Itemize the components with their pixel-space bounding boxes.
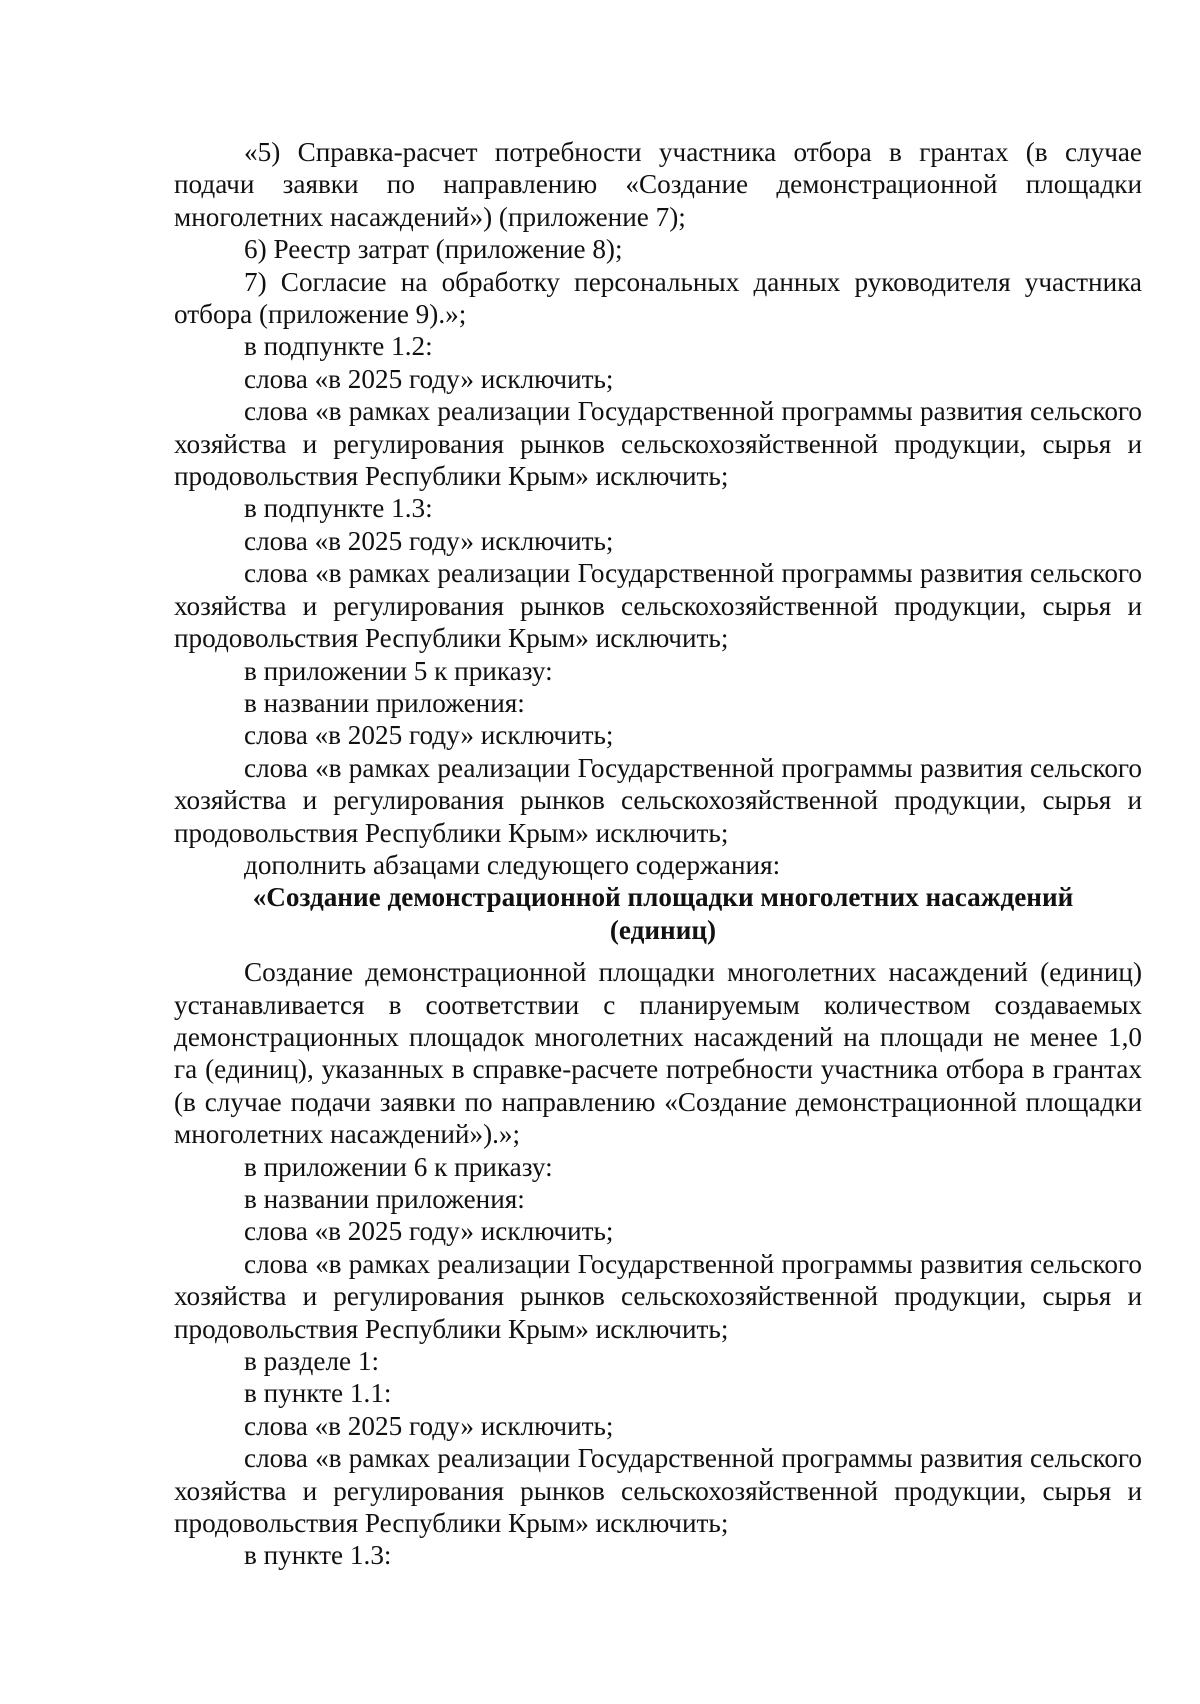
paragraph: слова «в 2025 году» исключить; <box>244 1410 614 1441</box>
paragraph: в подпункте 1.3: <box>244 493 433 524</box>
paragraph: слова «в рамках реализации Государственной программы развития сельского хозяйства и регулирования рынков сельскохозяйственной продукции, сырья и продовольствия Республики Крым» исключить; <box>174 1248 1142 1344</box>
document-page <box>174 136 1142 1572</box>
paragraph: слова «в 2025 году» исключить; <box>244 720 614 751</box>
paragraph: слова «в 2025 году» исключить; <box>244 363 614 394</box>
paragraph: слова «в рамках реализации Государственной программы развития сельского хозяйства и регулирования рынков сельскохозяйственной продукции, сырья и продовольствия Республики Крым» исключить; <box>174 752 1142 848</box>
paragraph: «5) Справка-расчет потребности участника отбора в грантах (в случае подачи заявки по направлению «Создание демонстрационной площадки многолетних насаждений») (приложение 7); <box>174 137 1142 232</box>
paragraph: 7) Согласие на обработку персональных данных руководителя участника отбора (приложение 9).»; <box>174 266 1142 330</box>
paragraph: слова «в рамках реализации Государственной программы развития сельского хозяйства и регулирования рынков сельскохозяйственной продукции, сырья и продовольствия Республики Крым» исключить; <box>174 558 1142 654</box>
paragraph: слова «в 2025 году» исключить; <box>244 1216 614 1247</box>
paragraph: слова «в рамках реализации Государственной программы развития сельского хозяйства и регулирования рынков сельскохозяйственной продукции, сырья и продовольствия Республики Крым» исключить; <box>174 1443 1142 1539</box>
paragraph: слова «в 2025 году» исключить; <box>244 525 614 556</box>
paragraph: в подпункте 1.2: <box>244 331 433 362</box>
paragraph: слова «в рамках реализации Государственной программы развития сельского хозяйства и регулирования рынков сельскохозяйственной продукции, сырья и продовольствия Республики Крым» исключить; <box>174 396 1142 492</box>
paragraph: в пункте 1.3: <box>244 1540 392 1571</box>
paragraph: в пункте 1.1: <box>244 1378 392 1409</box>
paragraph: дополнить абзацами следующего содержания: <box>244 849 781 880</box>
paragraph: в приложении 6 к приказу: <box>244 1151 553 1182</box>
paragraph: в приложении 5 к приказу: <box>244 655 553 686</box>
paragraph: 6) Реестр затрат (приложение 8); <box>244 234 623 265</box>
paragraph: в разделе 1: <box>244 1346 380 1377</box>
paragraph: в названии приложения: <box>244 1184 525 1214</box>
paragraph: Создание демонстрационной площадки многолетних насаждений (единиц) устанавливается в соответствии с планируемым количеством создаваемых демонстрационных площадок многолетних насаждений на площади не менее 1,0 га (единиц), указанных в справке-расчете потребности участника отбора в грантах (в случае подачи заявки по направлению «Создание демонстрационной площадки многолетних насаждений»).»; <box>174 957 1142 1150</box>
section-heading: «Создание демонстрационной площадки многолетних насаждений (единиц) <box>252 882 1074 945</box>
paragraph: в названии приложения: <box>244 687 525 718</box>
